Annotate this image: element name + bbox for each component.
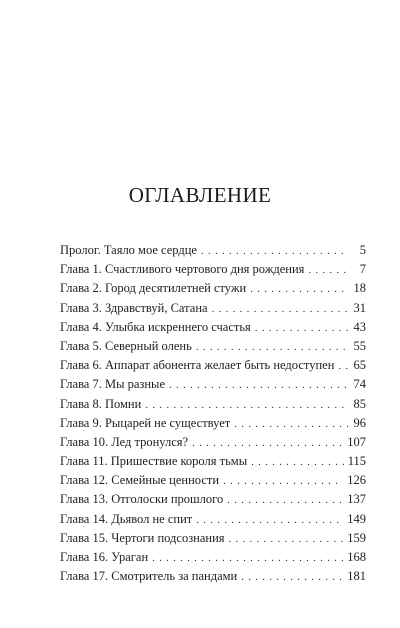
toc-entry-page: 43 [353, 319, 366, 334]
toc-entry-page: 149 [347, 511, 366, 526]
toc-entry-page: 5 [359, 243, 366, 257]
toc-dot-leader [196, 338, 348, 357]
toc-entry [60, 299, 366, 318]
toc-entry [60, 337, 366, 356]
toc-entry-page: 107 [347, 434, 366, 449]
toc-entry-page: 115 [347, 454, 366, 469]
toc-entry-page: 126 [347, 473, 366, 488]
toc-entry [60, 241, 366, 260]
toc-entry-label: Глава 17. Смотритель за пандами [60, 569, 238, 584]
toc-dot-leader [250, 280, 348, 299]
toc-entry [60, 548, 366, 567]
toc-entry-label: Глава 10. Лед тронулся? [60, 434, 189, 449]
toc-dot-leader [308, 261, 348, 280]
toc-entry-page: 159 [347, 530, 366, 545]
toc-entry [60, 510, 366, 529]
toc-entry-label: Глава 15. Чертоги подсознания [60, 530, 225, 545]
toc-dot-leader [227, 491, 343, 510]
toc-entry-label: Глава 14. Дьявол не спит [60, 511, 193, 526]
toc-entry-page: 74 [353, 377, 366, 392]
toc-entry [60, 260, 366, 279]
toc-entry-label: Глава 2. Город десятилетней стужи [60, 281, 247, 296]
toc-entry-page: 65 [353, 358, 366, 373]
toc-entry [60, 414, 366, 433]
toc-entry [60, 490, 366, 509]
toc-entry-page: 168 [347, 550, 366, 564]
toc-entry [60, 433, 366, 452]
toc-entry-page: 96 [353, 415, 366, 430]
toc-dot-leader [145, 396, 348, 415]
toc-entry [60, 567, 366, 586]
toc-dot-leader [229, 530, 344, 549]
toc-entry-label: Пролог. Таяло мое сердце [60, 243, 197, 257]
toc-entry [60, 529, 366, 548]
toc-entry-page: 18 [353, 281, 366, 296]
toc-entry [60, 279, 366, 298]
toc-entry-label: Глава 11. Пришествие короля тьмы [60, 454, 248, 469]
toc-entry [60, 375, 366, 394]
toc-title: ОГЛАВЛЕНИЕ [128, 183, 272, 207]
toc-entry-label: Глава 3. Здравствуй, Сатана [60, 300, 208, 315]
toc-entry-label: Глава 16. Ураган [60, 550, 149, 564]
toc-entry [60, 395, 366, 414]
toc-dot-leader [338, 357, 348, 376]
toc-dot-leader [169, 376, 348, 395]
toc-entry-label: Глава 1. Счастливого чертового дня рождения [60, 262, 305, 277]
toc-entry-label: Глава 4. Улыбка искреннего счастья [60, 319, 251, 334]
toc-entry-label: Глава 13. Отголоски прошлого [60, 492, 224, 507]
toc-dot-leader [251, 453, 344, 472]
toc-entry [60, 471, 366, 490]
toc-entry [60, 356, 366, 375]
toc-entry [60, 452, 366, 471]
toc-dot-leader [212, 300, 348, 319]
toc-entry-label: Глава 5. Северный олень [60, 338, 192, 353]
toc-dot-leader [192, 434, 343, 453]
toc-list [60, 241, 366, 586]
toc-dot-leader [255, 319, 348, 338]
toc-entry-page: 31 [353, 300, 366, 315]
toc-entry-page: 85 [353, 396, 366, 411]
toc-dot-leader [152, 549, 343, 568]
toc-entry-label: Глава 9. Рыцарей не существует [60, 415, 231, 430]
toc-dot-leader [241, 568, 343, 587]
toc-entry-page: 137 [347, 492, 366, 507]
toc-dot-leader [234, 415, 348, 434]
toc-dot-leader [223, 472, 343, 491]
toc-entry-label: Глава 6. Аппарат абонента желает быть недоступен [60, 358, 335, 373]
toc-entry-label: Глава 7. Мы разные [60, 377, 165, 392]
toc-dot-leader [201, 242, 348, 261]
toc-entry [60, 318, 366, 337]
toc-dot-leader [196, 511, 343, 530]
toc-entry-label: Глава 8. Помни [60, 396, 142, 411]
toc-entry-page: 7 [359, 262, 366, 277]
toc-entry-label: Глава 12. Семейные ценности [60, 473, 220, 488]
toc-entry-page: 55 [353, 338, 366, 353]
toc-entry-page: 181 [347, 569, 366, 584]
